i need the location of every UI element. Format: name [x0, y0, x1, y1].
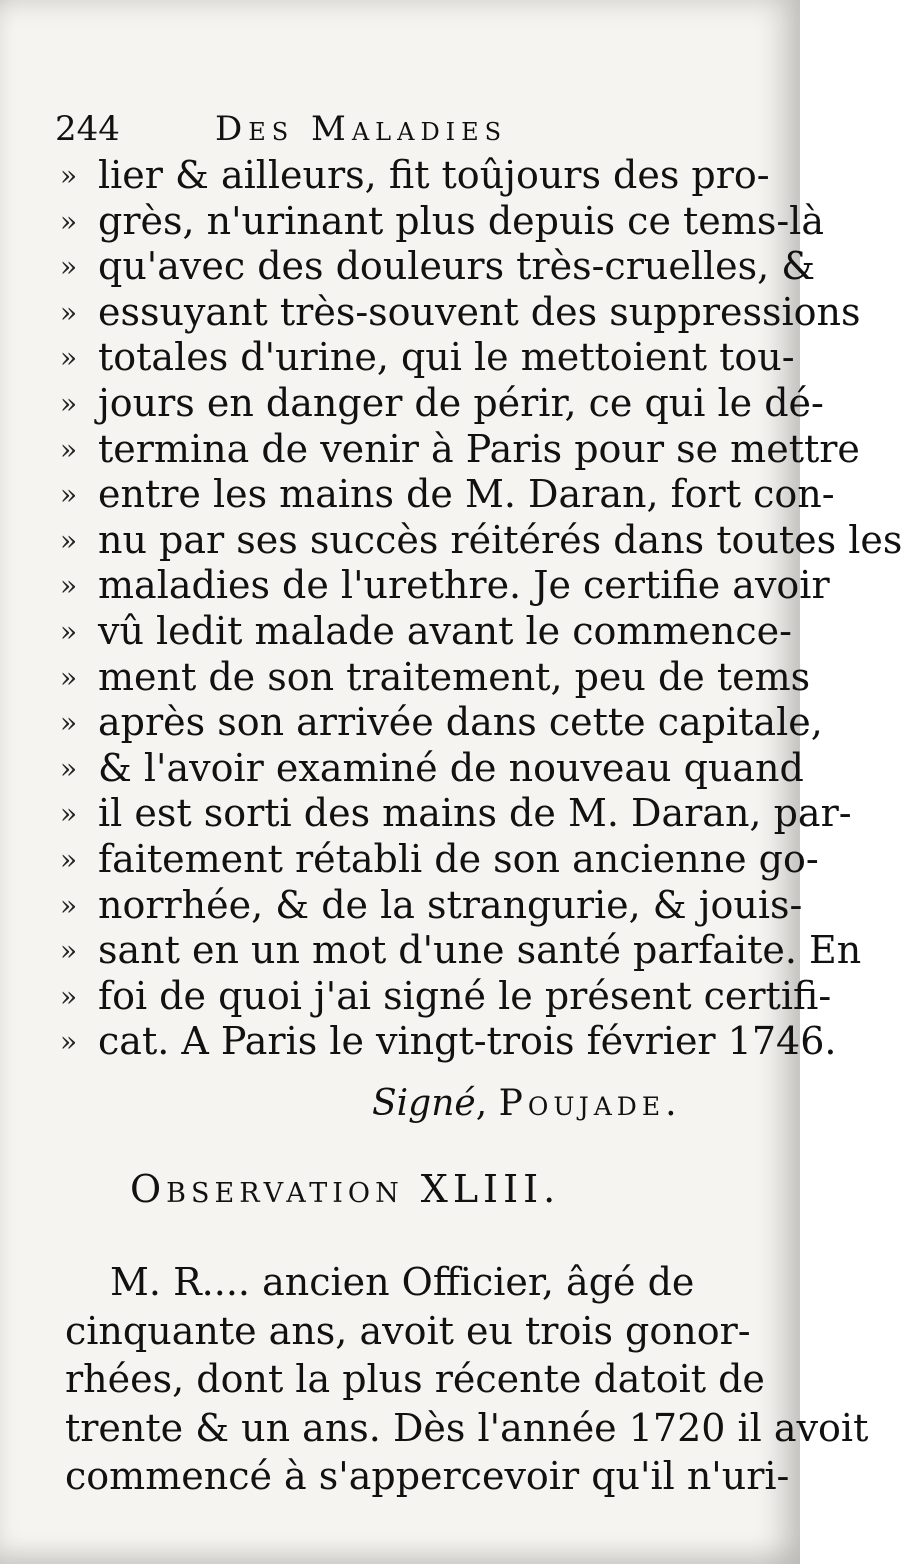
- quote-mark: »: [60, 386, 78, 420]
- quote-mark: »: [60, 614, 78, 648]
- quote-line-text: il est sorti des mains de M. Daran, par-: [98, 791, 852, 836]
- quote-mark: »: [60, 979, 78, 1013]
- paragraph-line: rhées, dont la plus récente datoit de: [65, 1357, 765, 1401]
- page-header: [55, 104, 755, 154]
- quote-mark: »: [60, 569, 78, 603]
- section-title: Observation XLIII.: [130, 1167, 561, 1211]
- quote-line: [60, 654, 811, 701]
- quote-line-text: essuyant très-souvent des suppressions: [98, 289, 861, 334]
- quote-line-text: sant en un mot d'une santé parfaite. En: [98, 928, 862, 973]
- quote-line-text: termina de venir à Paris pour se mettre: [98, 426, 860, 471]
- quote-mark: »: [60, 478, 78, 512]
- certificate-quote: [60, 153, 902, 1065]
- quote-mark: »: [60, 204, 78, 238]
- quote-mark: »: [60, 1025, 78, 1059]
- quote-line: [60, 1019, 837, 1065]
- quote-mark: »: [60, 797, 78, 831]
- quote-line: [60, 153, 770, 199]
- quote-line: [60, 791, 852, 837]
- quote-line-text: faitement rétabli de son ancienne go-: [98, 836, 819, 881]
- paragraph-line: M. R.... ancien Officier, âgé de: [110, 1260, 695, 1304]
- quote-line: [60, 882, 803, 929]
- quote-line: [60, 608, 793, 655]
- quote-line: [60, 244, 816, 290]
- paragraph-line: cinquante ans, avoit eu trois gonor-: [65, 1308, 751, 1353]
- quote-mark: »: [60, 159, 78, 192]
- quote-line: [60, 973, 832, 1020]
- quote-line: [60, 335, 795, 381]
- quote-line: [60, 472, 835, 518]
- quote-line: [60, 517, 902, 564]
- quote-line: [60, 745, 804, 792]
- quote-mark: »: [60, 523, 78, 557]
- quote-line-text: ment de son traitement, peu de tems: [98, 654, 811, 699]
- signature-line: [372, 1081, 682, 1127]
- quote-line-text: nu par ses succès réitérés dans toutes les: [98, 517, 902, 562]
- quote-line: [60, 426, 860, 473]
- observation-paragraph: [65, 1258, 869, 1501]
- quote-line-text: qu'avec des douleurs très-cruelles, &: [98, 244, 816, 289]
- quote-line: [60, 563, 830, 609]
- signature-separator: ,: [475, 1083, 499, 1124]
- quote-line-text: & l'avoir examiné de nouveau quand: [98, 745, 804, 790]
- paragraph-line: trente & un ans. Dès l'année 1720 il avoit: [65, 1405, 869, 1450]
- signature-name: Poujade.: [498, 1083, 682, 1124]
- signature-label: Signé: [372, 1083, 476, 1124]
- quote-line: [60, 289, 861, 336]
- paragraph-line: commencé à s'appercevoir qu'il n'uri-: [65, 1454, 790, 1498]
- quote-line-text: grès, n'urinant plus depuis ce tems-là: [98, 198, 824, 243]
- quote-line-text: cat. A Paris le vingt-trois février 1746.: [98, 1019, 837, 1064]
- quote-line-text: norrhée, & de la strangurie, & jouis-: [98, 882, 803, 927]
- quote-line-text: maladies de l'urethre. Je certifie avoir: [98, 563, 830, 608]
- quote-mark: »: [60, 660, 78, 694]
- quote-mark: »: [60, 250, 78, 284]
- quote-line: [60, 836, 819, 883]
- quote-line: [60, 928, 862, 974]
- quote-mark: »: [60, 888, 78, 922]
- quote-line: [60, 380, 824, 427]
- quote-mark: »: [60, 432, 78, 466]
- quote-mark: »: [60, 706, 78, 740]
- quote-line: [60, 700, 823, 746]
- quote-mark: »: [60, 751, 78, 785]
- quote-line: [60, 198, 824, 245]
- quote-mark: »: [60, 341, 78, 375]
- page-number: 244: [55, 109, 120, 149]
- quote-mark: »: [60, 842, 78, 876]
- quote-line-text: après son arrivée dans cette capitale,: [98, 700, 823, 745]
- quote-line-text: lier & ailleurs, fit toûjours des pro-: [98, 153, 770, 197]
- quote-mark: »: [60, 934, 78, 968]
- quote-line-text: vû ledit malade avant le commence-: [98, 608, 793, 653]
- running-title: Des Maladies: [215, 109, 508, 149]
- quote-mark: »: [60, 295, 78, 329]
- quote-line-text: foi de quoi j'ai signé le présent certifi-: [98, 973, 832, 1018]
- quote-line-text: totales d'urine, qui le mettoient tou-: [98, 335, 795, 380]
- quote-line-text: entre les mains de M. Daran, fort con-: [98, 472, 835, 517]
- quote-line-text: jours en danger de périr, ce qui le dé-: [98, 380, 824, 425]
